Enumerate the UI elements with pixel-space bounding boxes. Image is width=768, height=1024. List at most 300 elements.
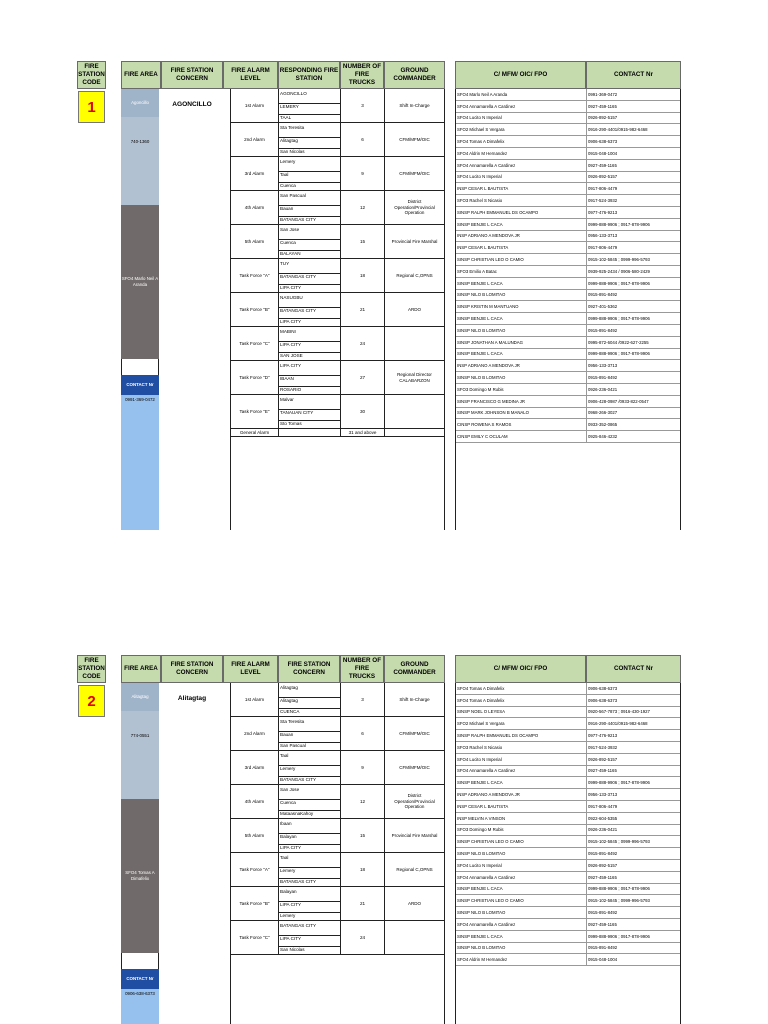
- fire-area-column: [121, 89, 161, 530]
- officer-contact-number: 0926-236-0421: [588, 386, 618, 392]
- ground-commander: ARDO: [407, 306, 421, 312]
- officer-contact-number: 0925-846-4232: [588, 434, 618, 440]
- officer-contact-number: 0926-236-0421: [588, 827, 618, 833]
- officer-name: SFO3 Rachel S Nicasio: [456, 742, 587, 753]
- officer-contact-number: 0915-102-5845 ; 0999-996-5793: [588, 898, 650, 904]
- header-fire-station-concern: FIRE STATION CONCERN: [161, 61, 223, 89]
- alarm-row: [231, 293, 444, 327]
- officer-contact-number: 0915-891-8492: [588, 910, 618, 916]
- contact-row: [456, 219, 680, 231]
- contact-row: [456, 848, 680, 860]
- contact-row: [456, 172, 680, 184]
- officer-name: SFO3 Rachel S Nicasio: [456, 195, 587, 206]
- station-name: MataasnaKahoy: [280, 811, 314, 816]
- station-name: IBAAN: [280, 376, 294, 381]
- alarm-level: 1st Alarm: [231, 89, 279, 122]
- officer-contact-number: 0915-048-1004: [588, 957, 618, 963]
- officer-name: SINSP NILO B LOMITAO: [456, 325, 587, 336]
- ground-commander: CFM/MFM/OIC: [399, 730, 430, 736]
- station-name: TANAUAN CITY: [280, 410, 314, 415]
- station-divider: [279, 810, 340, 811]
- officer-contact-number: 0906-638-6373: [588, 139, 618, 145]
- contact-row: [456, 242, 680, 254]
- officer-name: SFO4 Aldrin M Hernandez: [456, 148, 587, 159]
- officer-contact-number: 0956-133-3713: [588, 363, 618, 369]
- station-name: LIPA CITY: [280, 319, 302, 324]
- station-divider: [279, 137, 340, 138]
- alarm-row: [231, 327, 444, 361]
- responding-stations: [279, 921, 341, 954]
- station-name: San Jose: [280, 787, 300, 792]
- alarm-level: 2nd Alarm: [231, 123, 279, 156]
- officer-name: SINSP NILO B LOMITAO: [456, 372, 587, 383]
- station-name: ROSARIO: [280, 387, 302, 392]
- alarm-row: [231, 225, 444, 259]
- station-name: NASUGBU: [280, 295, 303, 300]
- contact-row: [456, 895, 680, 907]
- station-name: BATANGAS CITY: [280, 777, 317, 782]
- station-name: BALAYAN: [280, 251, 301, 256]
- responding-stations: [279, 327, 341, 360]
- station-divider: [279, 273, 340, 274]
- contact-row: [456, 931, 680, 943]
- officer-contact-number: 0915-891-8492: [588, 327, 618, 333]
- station-name: Cuenca: [280, 240, 296, 245]
- station-name: Sto Tomas: [280, 421, 302, 426]
- officer-name: SFO4 Marlo Neil A Aranda: [456, 89, 587, 100]
- officer-name: SINSP CHRISTIAN LEO O CAMIO: [456, 836, 587, 847]
- officer-name: SINSP BENJIE L CACA: [456, 219, 587, 230]
- alarm-level: General Alarm: [231, 429, 279, 436]
- station-name: TAAL: [280, 115, 292, 120]
- header-fire-station-code: FIRE STATION CODE: [77, 655, 106, 683]
- station-divider: [279, 708, 340, 709]
- truck-count: 9: [341, 157, 385, 190]
- responding-stations: [279, 429, 341, 436]
- officer-name: SFO4 Lucito N Imperial: [456, 113, 587, 124]
- officer-name: SFO3 Domingo M Rubis: [456, 825, 587, 836]
- alarm-level: Task Force "A": [231, 259, 279, 292]
- station-divider: [279, 901, 340, 902]
- officer-name: SINSP BENJIE L CACA: [456, 931, 587, 942]
- area-blank-cell: [121, 953, 159, 969]
- alarm-row: [231, 921, 444, 955]
- contact-table: [455, 89, 681, 530]
- officer-contact-number: 0915-891-8492: [588, 945, 618, 951]
- station-divider: [279, 239, 340, 240]
- contact-row: [456, 372, 680, 384]
- officer-contact-number: 0916-290-4401/0915-982-6468: [588, 127, 648, 133]
- officer-contact-number: 0927-459-1165: [588, 103, 617, 109]
- header-cmfm-oic-fpo: C/ MFM/ OIC/ FPO: [455, 655, 586, 683]
- contact-row: [456, 431, 680, 443]
- responding-stations: [279, 157, 341, 190]
- officer-contact-number: 0927-459-1165: [588, 874, 617, 880]
- station-name: Lemery: [280, 913, 296, 918]
- area-name-cell: Agoncillo: [121, 89, 159, 117]
- station-name: BATANGAS CITY: [280, 217, 317, 222]
- station-name: Sta Teresita: [280, 125, 305, 130]
- station-divider: [279, 148, 340, 149]
- officer-contact-number: 0915-102-5845 ; 0999-996-5793: [588, 257, 650, 263]
- contact-row: [456, 825, 680, 837]
- officer-contact-number: 0906-638-6373: [588, 697, 618, 703]
- responding-stations: [279, 717, 341, 750]
- alarm-table: [230, 89, 445, 530]
- station-name: Malvar: [280, 397, 294, 402]
- station-name: Bauan: [280, 732, 294, 737]
- station-divider: [279, 799, 340, 800]
- contact-row: [456, 884, 680, 896]
- ground-commander: Provincial Fire Marshal: [391, 238, 438, 244]
- contact-row: [456, 396, 680, 408]
- officer-name: SFO4 Tomas A Dimafelix: [456, 695, 587, 706]
- station-concern-name: Alitagtag: [177, 695, 207, 702]
- alarm-level: 5th Alarm: [231, 225, 279, 258]
- officer-contact-number: 0927-401-5362: [588, 304, 618, 310]
- alarm-row: [231, 429, 444, 437]
- station-divider: [279, 946, 340, 947]
- officer-contact-number: 0915-102-5845 ; 0999-996-5793: [588, 839, 650, 845]
- station-divider: [279, 375, 340, 376]
- officer-name: SINSP CHRISTIAN LEO O CAMIO: [456, 895, 587, 906]
- officer-name: SINSP BENJIE L CACA: [456, 884, 587, 895]
- header-ground-commander: GROUND COMMANDER: [384, 655, 445, 683]
- station-name: LIPA CITY: [280, 902, 302, 907]
- alarm-level: Task Force "B": [231, 887, 279, 920]
- officer-name: CINSP ROWENA S RAMOS: [456, 419, 587, 430]
- officer-contact-number: 0927-459-1165: [588, 768, 617, 774]
- ground-commander: CFM/MFM/OIC: [399, 136, 430, 142]
- officer-name: SINSP BENJIE L CACA: [456, 777, 587, 788]
- contact-row: [456, 349, 680, 361]
- station-divider: [279, 935, 340, 936]
- station-name: LIPA CITY: [280, 845, 302, 850]
- officer-contact-number: 0917-806-4479: [588, 186, 618, 192]
- officer-name: SINSP RALPH EMMANUEL DS OCAMPO: [456, 730, 587, 741]
- officer-contact-number: 0999-888-9906 ; 0917-878-9906: [588, 351, 650, 357]
- ground-commander: [385, 327, 444, 360]
- area-code-cell: 740-1360: [121, 117, 159, 205]
- officer-name: SFO4 Annamarella A Cardinez: [456, 919, 587, 930]
- responding-stations: [279, 191, 341, 224]
- contact-row: [456, 290, 680, 302]
- officer-contact-number: 0915-048-1004: [588, 150, 618, 156]
- station-divider: [279, 742, 340, 743]
- officer-name: SFO4 Tomas A Dimafelix: [456, 683, 587, 694]
- station-name: SAN JOSE: [280, 353, 303, 358]
- contact-row: [456, 766, 680, 778]
- contact-row: [456, 695, 680, 707]
- officer-name: SFO4 Lucito N Imperial: [456, 172, 587, 183]
- station-divider: [279, 776, 340, 777]
- station-name: BATANGAS CITY: [280, 274, 317, 279]
- contact-row: [456, 419, 680, 431]
- station-divider: [279, 409, 340, 410]
- contact-row: [456, 836, 680, 848]
- officer-name: SINSP BENJIE L CACA: [456, 349, 587, 360]
- station-divider: [279, 318, 340, 319]
- alarm-level: 5th Alarm: [231, 819, 279, 852]
- fire-area-column: [121, 683, 161, 1024]
- station-divider: [279, 844, 340, 845]
- officer-name: SINSP RALPH EMMANUEL DS OCAMPO: [456, 207, 587, 218]
- alarm-level: Task Force "A": [231, 853, 279, 886]
- responding-stations: [279, 361, 341, 394]
- station-divider: [279, 171, 340, 172]
- officer-name: SFO3 Emilio A Batac: [456, 266, 587, 277]
- station-name: Ibaan: [280, 821, 292, 826]
- station-name: Alitagtag: [280, 698, 298, 703]
- station-name: LIPA CITY: [280, 363, 302, 368]
- contact-row: [456, 384, 680, 396]
- contact-row: [456, 148, 680, 160]
- truck-count: 24: [341, 921, 385, 954]
- contact-row: [456, 860, 680, 872]
- officer-name: SFO4 Lucito N Imperial: [456, 754, 587, 765]
- officer-name: INSP CESAR L BAUTISTA: [456, 242, 587, 253]
- contact-row: [456, 325, 680, 337]
- alarm-level: 4th Alarm: [231, 191, 279, 224]
- officer-contact-number: 0920-567-7873 ; 0916-430-1927: [588, 709, 650, 715]
- header-number-of-trucks: NUMBER OF FIRE TRUCKS: [340, 655, 384, 683]
- officer-contact-number: 0977-476-9213: [588, 733, 618, 739]
- station-name: San Nicolas: [280, 947, 305, 952]
- ground-commander: [385, 429, 444, 436]
- truck-count: 31 and above: [341, 429, 385, 436]
- officer-name: INSP CESAR L BAUTISTA: [456, 183, 587, 194]
- truck-count: 12: [341, 785, 385, 818]
- officer-contact-number: 0999-888-9906 ; 0917-878-9906: [588, 280, 650, 286]
- officer-contact-number: 0991-369-0472: [588, 91, 618, 97]
- ground-commander: District Operation/Provincial Operation: [394, 198, 435, 216]
- station-divider: [279, 250, 340, 251]
- officer-contact-number: 0999-888-9906 ; 0917-878-9906: [588, 316, 650, 322]
- contact-row: [456, 278, 680, 290]
- station-code-badge: 1: [78, 91, 105, 123]
- contact-row: [456, 266, 680, 278]
- area-contact-cell: 0991-369-0472: [121, 395, 159, 530]
- station-name: Cuenca: [280, 183, 296, 188]
- station-name: Sta Teresita: [280, 719, 305, 724]
- station-name: Lemery: [280, 159, 296, 164]
- ground-commander: ARDO: [407, 900, 421, 906]
- alarm-row: [231, 819, 444, 853]
- officer-name: SFO4 Annamarella A Cardinez: [456, 766, 587, 777]
- alarm-level: Task Force "C": [231, 921, 279, 954]
- officer-contact-number: 0999-888-9906 ; 0917-878-9906: [588, 221, 650, 227]
- officer-name: INSP CESAR L BAUTISTA: [456, 801, 587, 812]
- ground-commander: Regional Director CALABARZON: [397, 371, 432, 383]
- header-fire-station-code: FIRE STATION CODE: [77, 61, 106, 89]
- station-name: LIPA CITY: [280, 936, 302, 941]
- officer-contact-number: 0926-892-5157: [588, 756, 618, 762]
- station-divider: [279, 216, 340, 217]
- station-divider: [279, 205, 340, 206]
- ground-commander: Shift In-Charge: [399, 696, 430, 702]
- header-cmfm-oic-fpo: C/ MFM/ OIC/ FPO: [455, 61, 586, 89]
- contact-row: [456, 254, 680, 266]
- area-blank-cell: [121, 359, 159, 375]
- contact-row: [456, 160, 680, 172]
- contact-row: [456, 872, 680, 884]
- officer-contact-number: 0927-459-1165: [588, 921, 617, 927]
- station-name: Alitagtag: [280, 685, 298, 690]
- alarm-row: [231, 683, 444, 717]
- station-code-badge: 2: [78, 685, 105, 717]
- alarm-row: [231, 853, 444, 887]
- officer-name: SINSP NILO B LOMITAO: [456, 290, 587, 301]
- station-divider: [279, 697, 340, 698]
- officer-name: SINSP NOEL O LEYESA: [456, 707, 587, 718]
- area-code-cell: 774-0551: [121, 711, 159, 799]
- officer-name: INSP MELVIN A VINSON: [456, 813, 587, 824]
- contact-table: [455, 683, 681, 1024]
- header-contact-nr: CONTACT Nr: [586, 655, 681, 683]
- truck-count: 24: [341, 327, 385, 360]
- alarm-level: Task Force "B": [231, 293, 279, 326]
- responding-stations: [279, 887, 341, 920]
- truck-count: 9: [341, 751, 385, 784]
- contact-row: [456, 919, 680, 931]
- area-name-cell: Alitagtag: [121, 683, 159, 711]
- station-divider: [279, 878, 340, 879]
- contact-row: [456, 124, 680, 136]
- officer-contact-number: 0939-925-2434 / 0906-580-2429: [588, 268, 650, 274]
- officer-name: SFO2 Michael S Vergara: [456, 124, 587, 135]
- ground-commander: District Operation/Provincial Operation: [394, 792, 435, 810]
- officer-contact-number: 0917-524-3932: [588, 744, 618, 750]
- officer-contact-number: 0906-428-0987 /0933-822-0547: [588, 398, 649, 404]
- alarm-row: [231, 259, 444, 293]
- station-divider: [279, 103, 340, 104]
- alarm-level: 3rd Alarm: [231, 157, 279, 190]
- alarm-level: 1st Alarm: [231, 683, 279, 716]
- officer-contact-number: 0915-891-8492: [588, 292, 618, 298]
- alarm-row: [231, 361, 444, 395]
- officer-contact-number: 0917-806-4479: [588, 245, 618, 251]
- alarm-row: [231, 191, 444, 225]
- alarm-row: [231, 717, 444, 751]
- officer-contact-number: 0999-888-9906 ; 0917-878-9906: [588, 933, 650, 939]
- alarm-level: 4th Alarm: [231, 785, 279, 818]
- station-name: Balayan: [280, 889, 297, 894]
- responding-stations: [279, 89, 341, 122]
- station-name: Cuenca: [280, 800, 296, 805]
- ground-commander: Regional C,OPNS: [396, 866, 433, 872]
- contact-row: [456, 183, 680, 195]
- header-fire-alarm-level: FIRE ALARM LEVEL: [223, 61, 278, 89]
- station-name: Balayan: [280, 834, 297, 839]
- station-name: MABINI: [280, 329, 296, 334]
- contact-row: [456, 907, 680, 919]
- contact-row: [456, 207, 680, 219]
- area-officer-cell: SFO4 Marlo Neil A Aranda: [121, 205, 159, 359]
- station-divider: [279, 912, 340, 913]
- officer-contact-number: 0926-892-5157: [588, 862, 618, 868]
- station-concern-name: AGONCILLO: [172, 101, 212, 108]
- contact-row: [456, 754, 680, 766]
- truck-count: 27: [341, 361, 385, 394]
- station-name: San Nicolas: [280, 149, 305, 154]
- header-responding-station: RESPONDING FIRE STATION: [278, 61, 340, 89]
- officer-name: SINSP BENJIE L CACA: [456, 313, 587, 324]
- officer-contact-number: 0956-133-3713: [588, 233, 618, 239]
- contact-row: [456, 360, 680, 372]
- responding-stations: [279, 225, 341, 258]
- truck-count: 3: [341, 683, 385, 716]
- station-name: Lemery: [280, 868, 296, 873]
- officer-contact-number: 0999-888-9906 ; 0917-878-9906: [588, 780, 650, 786]
- officer-name: SINSP MARK JOHNSON B MANALO: [456, 408, 587, 419]
- header-fire-area: FIRE AREA: [121, 61, 161, 89]
- alarm-row: [231, 157, 444, 191]
- responding-stations: [279, 123, 341, 156]
- station-divider: [279, 114, 340, 115]
- truck-count: 30: [341, 395, 385, 428]
- officer-name: INSP ADRIANO A MENDOVA JR: [456, 231, 587, 242]
- station-name: Bauan: [280, 206, 294, 211]
- fire-response-sheet-2: [0, 594, 768, 1024]
- officer-contact-number: 0917-806-4479: [588, 803, 618, 809]
- contact-row: [456, 813, 680, 825]
- ground-commander: [385, 921, 444, 954]
- alarm-level: Task Force "C": [231, 327, 279, 360]
- officer-name: SFO4 Lucito N Imperial: [456, 860, 587, 871]
- officer-name: SINSP NILO B LOMITAO: [456, 943, 587, 954]
- station-divider: [279, 833, 340, 834]
- responding-stations: [279, 259, 341, 292]
- station-name: Taal: [280, 753, 289, 758]
- officer-contact-number: 0999-888-9906 ; 0917-878-9906: [588, 886, 650, 892]
- officer-name: INSP ADRIANO A MENDOVA JR: [456, 360, 587, 371]
- alarm-row: [231, 395, 444, 429]
- contact-row: [456, 707, 680, 719]
- officer-name: CINSP EMILY C OCULAM: [456, 431, 587, 442]
- truck-count: 21: [341, 293, 385, 326]
- station-divider: [279, 182, 340, 183]
- contact-row: [456, 231, 680, 243]
- ground-commander: CFM/MFM/OIC: [399, 764, 430, 770]
- officer-name: SINSP JONATHAN A MALUNDAG: [456, 337, 587, 348]
- alarm-row: [231, 887, 444, 921]
- contact-row: [456, 801, 680, 813]
- station-name: San Pascual: [280, 743, 306, 748]
- alarm-level: Task Force "E": [231, 395, 279, 428]
- contact-row: [456, 683, 680, 695]
- officer-name: SINSP NILO B LOMITAO: [456, 848, 587, 859]
- station-name: BATANGAS CITY: [280, 879, 317, 884]
- station-divider: [279, 386, 340, 387]
- contact-row: [456, 313, 680, 325]
- header-responding-station: FIRE STATION CONCERN: [278, 655, 340, 683]
- ground-commander: [385, 395, 444, 428]
- header-ground-commander: GROUND COMMANDER: [384, 61, 445, 89]
- officer-name: SINSP FRANCISCO G MEDINA JR: [456, 396, 587, 407]
- responding-stations: [279, 683, 341, 716]
- contact-row: [456, 301, 680, 313]
- truck-count: 21: [341, 887, 385, 920]
- officer-name: SINSP CHRISTIAN LEO O CAMIO: [456, 254, 587, 265]
- contact-row: [456, 730, 680, 742]
- officer-contact-number: 0977-476-9213: [588, 209, 618, 215]
- station-name: BATANGAS CITY: [280, 923, 317, 928]
- station-name: LEMERY: [280, 104, 299, 109]
- contact-row: [456, 789, 680, 801]
- ground-commander: CFM/MFM/OIC: [399, 170, 430, 176]
- officer-contact-number: 0915-891-8492: [588, 851, 618, 857]
- station-name: TUY: [280, 261, 290, 266]
